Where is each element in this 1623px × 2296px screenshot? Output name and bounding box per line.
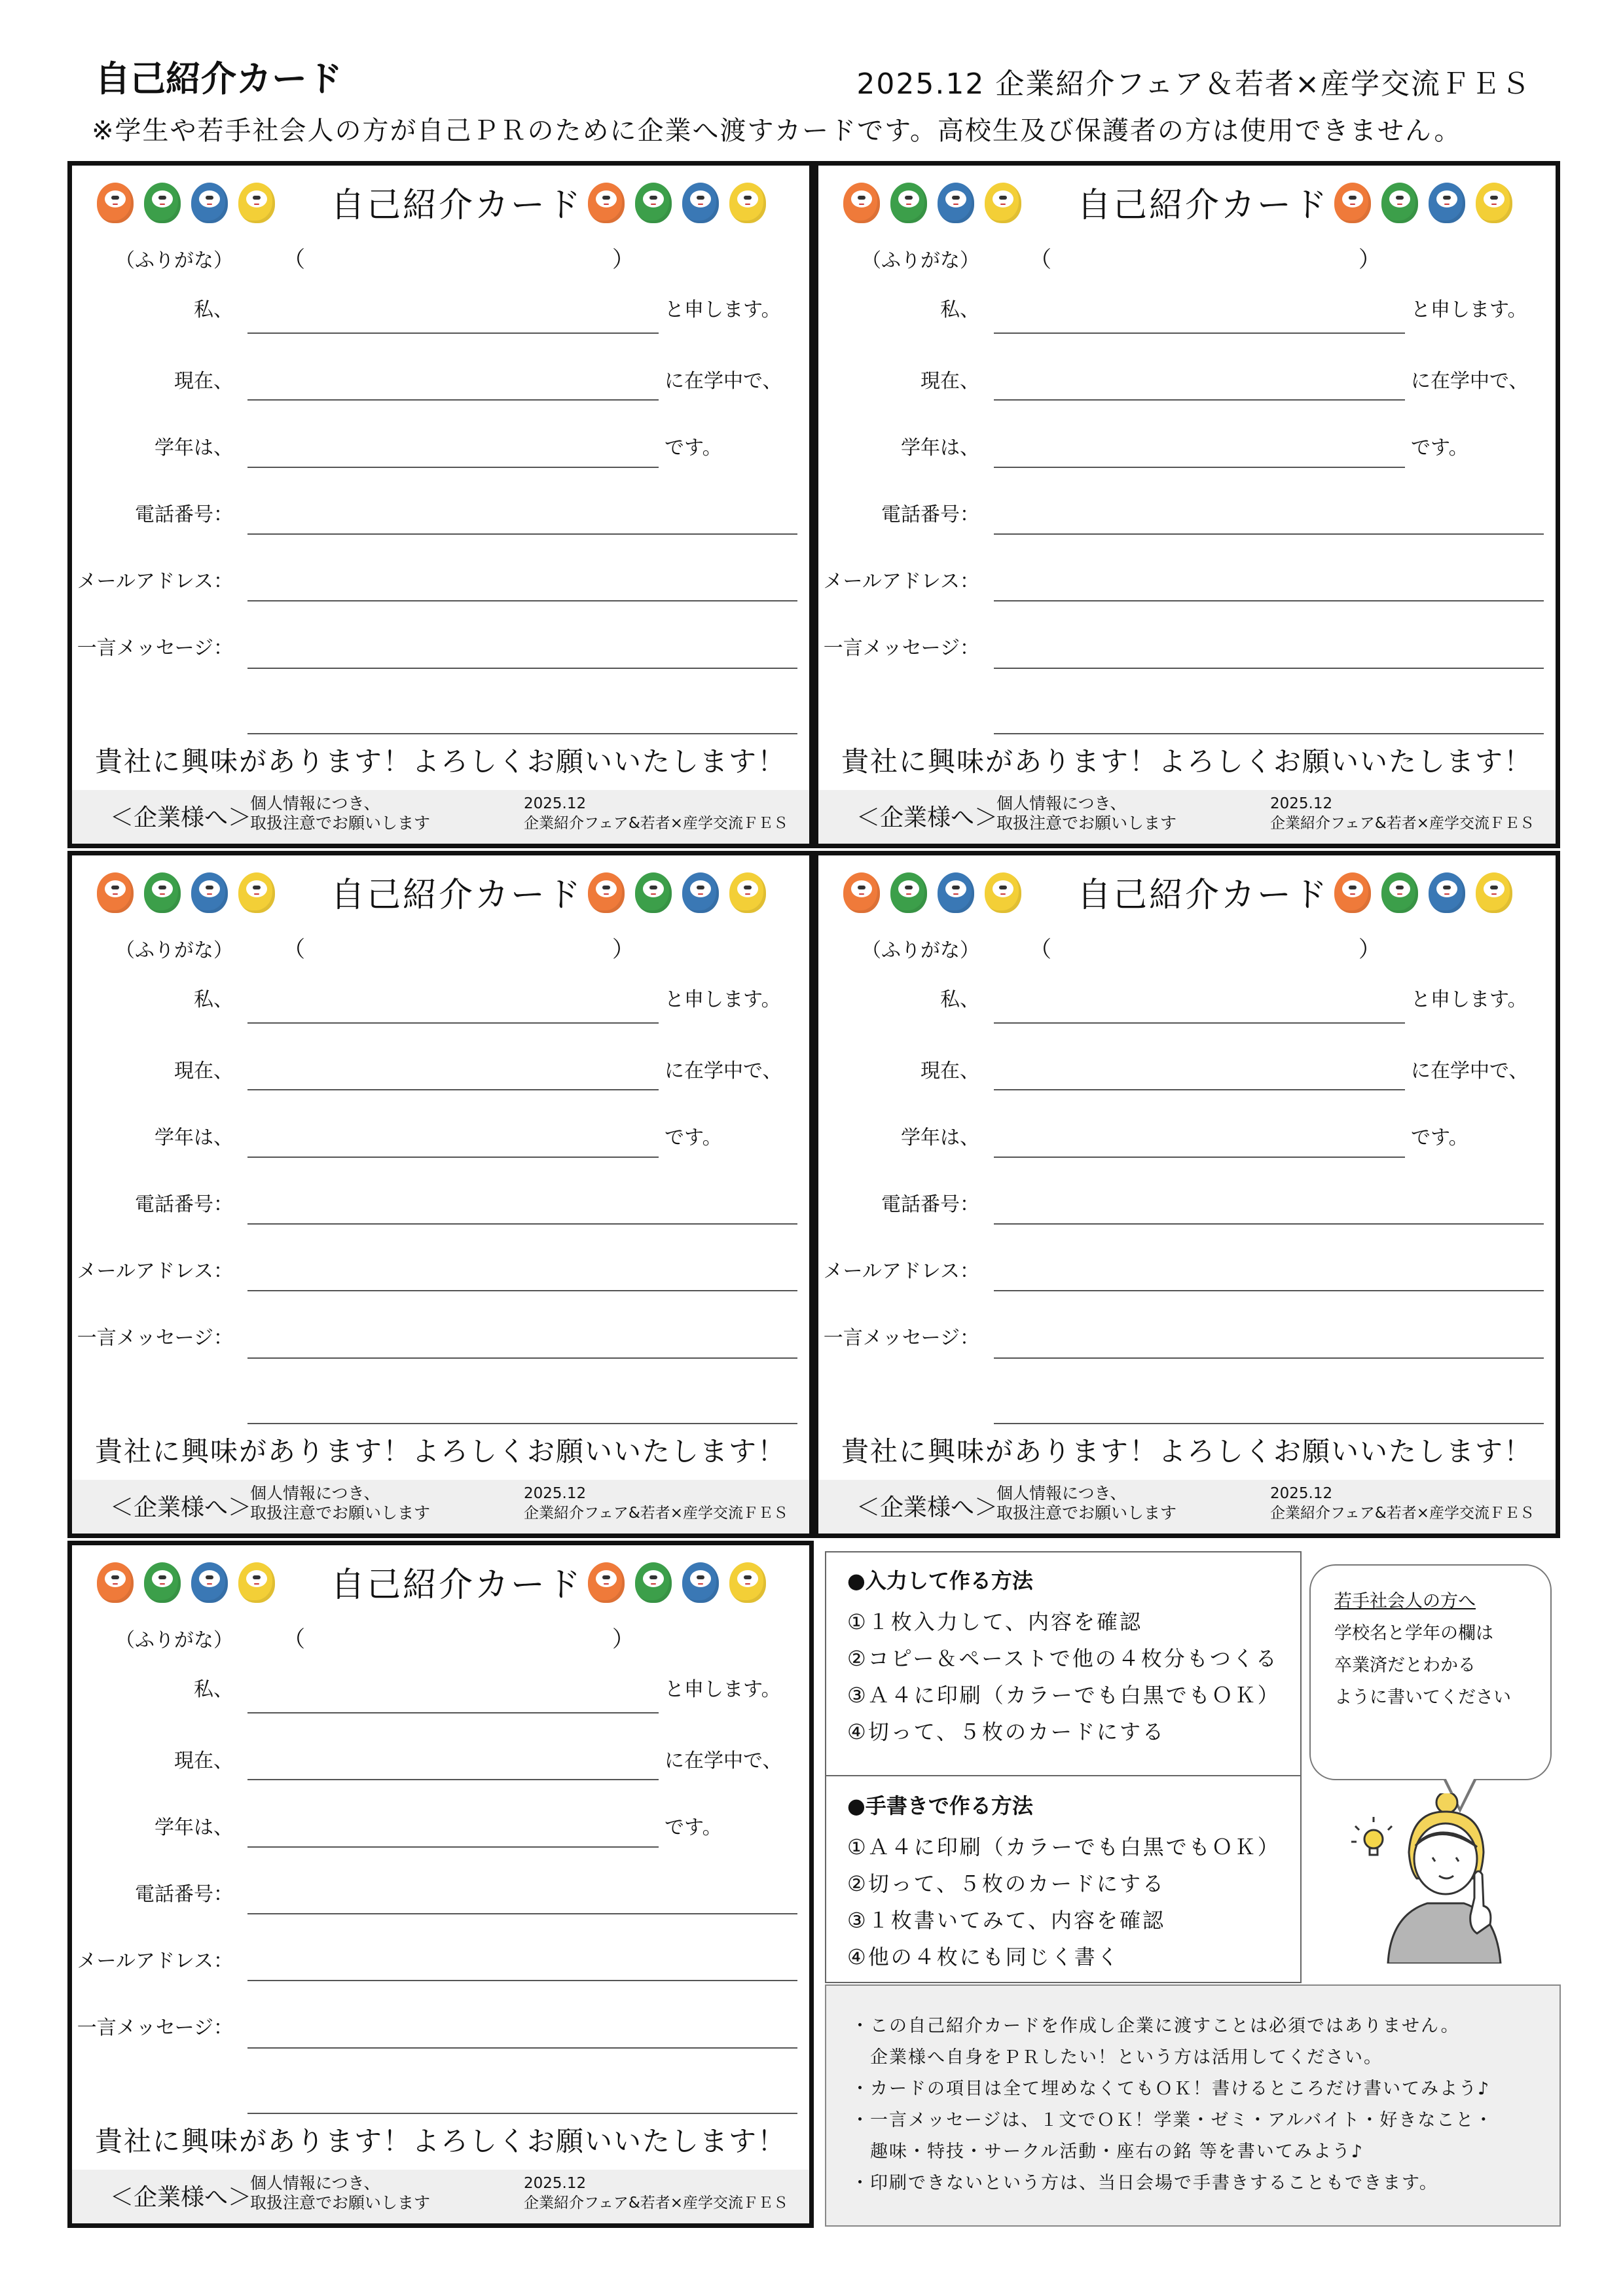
message-field-line-1[interactable] xyxy=(994,668,1544,669)
self-introduction-card xyxy=(814,851,1560,1538)
grade-label: 学年は、 xyxy=(155,437,233,459)
furigana-close-paren: ） xyxy=(612,1626,634,1653)
grade-suffix: です。 xyxy=(665,1126,722,1149)
footer-to-company: ＜企業様へ＞ xyxy=(110,1494,252,1521)
notes-box xyxy=(825,1984,1561,2227)
name-field[interactable] xyxy=(994,1022,1405,1024)
daruma-icon xyxy=(985,183,1021,223)
handwrite-step: ④他の４枚にも同じく書く xyxy=(847,1945,1120,1969)
email-label: メールアドレス： xyxy=(77,1950,233,1973)
daruma-icon xyxy=(588,872,625,913)
footer-privacy-line-2: 取扱注意でお願いします xyxy=(996,814,1177,833)
handwrite-step: ②切って、５枚のカードにする xyxy=(847,1871,1166,1896)
note-line: ・一言メッセージは、１文でＯＫ！学業・ゼミ・アルバイト・好きなこと・ xyxy=(851,2110,1494,2130)
phone-field[interactable] xyxy=(247,533,797,535)
person-illustration xyxy=(1349,1793,1506,1964)
grade-label: 学年は、 xyxy=(155,1816,233,1839)
daruma-icon xyxy=(635,1562,672,1603)
card-title: 自己紹介カード xyxy=(331,1566,583,1605)
name-field[interactable] xyxy=(247,1022,659,1024)
daruma-icon xyxy=(729,183,766,223)
phone-field[interactable] xyxy=(994,1223,1544,1225)
name-field[interactable] xyxy=(247,332,659,334)
daruma-group-right xyxy=(1334,872,1512,913)
furigana-open-paren: （ xyxy=(283,937,305,963)
grade-suffix: です。 xyxy=(665,1816,722,1839)
daruma-icon xyxy=(635,183,672,223)
daruma-icon xyxy=(843,183,880,223)
card-title: 自己紹介カード xyxy=(1077,186,1330,225)
name-label: 私、 xyxy=(194,988,233,1011)
school-suffix: に在学中で、 xyxy=(1411,370,1529,393)
message-field-line-2[interactable] xyxy=(247,2113,797,2114)
grade-suffix: です。 xyxy=(1411,437,1468,459)
input-step: ④切って、５枚のカードにする xyxy=(847,1719,1166,1744)
phone-label: 電話番号： xyxy=(135,503,233,526)
footer-privacy-line-2: 取扱注意でお願いします xyxy=(250,814,431,833)
footer-to-company: ＜企業様へ＞ xyxy=(110,804,252,831)
phone-field[interactable] xyxy=(247,1913,797,1914)
footer-privacy-line-1: 個人情報につき、 xyxy=(250,1484,380,1503)
card-footer xyxy=(72,1480,809,1534)
footer-to-company: ＜企業様へ＞ xyxy=(110,2184,252,2211)
name-label: 私、 xyxy=(940,988,979,1011)
footer-privacy-line-1: 個人情報につき、 xyxy=(250,794,380,813)
phone-field[interactable] xyxy=(247,1223,797,1225)
daruma-icon xyxy=(682,872,719,913)
message-field-line-1[interactable] xyxy=(247,2047,797,2049)
name-field[interactable] xyxy=(994,332,1405,334)
page-title: 自己紹介カード xyxy=(95,58,342,99)
daruma-icon xyxy=(1334,872,1371,913)
name-field[interactable] xyxy=(247,1712,659,1713)
furigana-open-paren: （ xyxy=(1029,937,1051,963)
self-introduction-card xyxy=(67,851,814,1538)
footer-to-company: ＜企業様へ＞ xyxy=(856,1494,998,1521)
card-footer xyxy=(72,790,809,844)
school-label: 現在、 xyxy=(921,1060,979,1083)
furigana-label: （ふりがな） xyxy=(115,939,233,962)
message-field-line-1[interactable] xyxy=(247,668,797,669)
card-footer xyxy=(72,2170,809,2223)
furigana-label: （ふりがな） xyxy=(862,249,979,272)
message-label: 一言メッセージ： xyxy=(823,1327,979,1350)
name-suffix: と申します。 xyxy=(665,1678,781,1701)
card-footer xyxy=(818,790,1556,844)
daruma-icon xyxy=(985,872,1021,913)
footer-privacy-line-2: 取扱注意でお願いします xyxy=(250,2193,431,2212)
handwrite-step: ①Ａ４に印刷（カラーでも白黒でもＯＫ） xyxy=(847,1835,1281,1859)
grade-suffix: です。 xyxy=(665,437,722,459)
grade-field[interactable] xyxy=(994,467,1405,468)
footer-privacy-note xyxy=(996,794,1176,833)
grade-label: 学年は、 xyxy=(901,437,979,459)
school-label: 現在、 xyxy=(174,1060,233,1083)
furigana-open-paren: （ xyxy=(283,1626,305,1653)
name-label: 私、 xyxy=(194,298,233,321)
daruma-icon xyxy=(1334,183,1371,223)
footer-event xyxy=(524,1484,788,1523)
school-field[interactable] xyxy=(994,399,1405,401)
footer-event xyxy=(524,794,788,833)
handwrite-method-heading: ●手書きで作る方法 xyxy=(847,1793,1033,1818)
daruma-icon xyxy=(588,183,625,223)
daruma-icon xyxy=(238,1562,275,1603)
grade-field[interactable] xyxy=(247,1846,659,1848)
daruma-icon xyxy=(890,872,927,913)
footer-event xyxy=(1270,1484,1535,1523)
daruma-group-left xyxy=(97,1562,275,1603)
footer-event-line-1: 2025.12 xyxy=(524,795,587,812)
name-suffix: と申します。 xyxy=(1411,298,1527,321)
footer-event xyxy=(1270,794,1535,833)
self-introduction-card xyxy=(67,161,814,848)
name-suffix: と申します。 xyxy=(665,988,781,1011)
footer-privacy-note xyxy=(250,1484,430,1523)
card-title: 自己紹介カード xyxy=(1077,876,1330,915)
phone-field[interactable] xyxy=(994,533,1544,535)
school-label: 現在、 xyxy=(921,370,979,393)
footer-privacy-line-2: 取扱注意でお願いします xyxy=(996,1503,1177,1522)
school-label: 現在、 xyxy=(174,370,233,393)
footer-event xyxy=(524,2174,788,2213)
message-field-line-1[interactable] xyxy=(247,1357,797,1359)
daruma-icon xyxy=(191,872,228,913)
message-field-line-1[interactable] xyxy=(994,1357,1544,1359)
card-footer xyxy=(818,1480,1556,1534)
footer-privacy-note xyxy=(996,1484,1176,1523)
daruma-icon xyxy=(938,183,974,223)
usage-note: ※学生や若手社会人の方が自己ＰＲのために企業へ渡すカードです。高校生及び保護者の方は使用できません。 xyxy=(92,116,1462,146)
daruma-icon xyxy=(1381,872,1418,913)
input-method-section xyxy=(826,1564,1300,1750)
daruma-icon xyxy=(1476,183,1512,223)
closing-message: 貴社に興味があります！よろしくお願いいたします！ xyxy=(94,2125,786,2157)
phone-label: 電話番号： xyxy=(881,503,979,526)
footer-event-line-1: 2025.12 xyxy=(524,1485,587,1502)
daruma-icon xyxy=(729,1562,766,1603)
daruma-icon xyxy=(938,872,974,913)
note-line: ・印刷できないという方は、当日会場で手書きすることもできます。 xyxy=(851,2173,1438,2193)
email-field[interactable] xyxy=(994,1290,1544,1291)
daruma-group-right xyxy=(588,183,766,223)
daruma-group-left xyxy=(97,183,275,223)
school-field[interactable] xyxy=(247,1089,659,1090)
footer-event-line-2: 企業紹介フェア&若者×産学交流ＦＥＳ xyxy=(1270,815,1535,832)
self-introduction-card xyxy=(67,1541,814,2228)
daruma-icon xyxy=(729,872,766,913)
email-field[interactable] xyxy=(247,600,797,601)
furigana-open-paren: （ xyxy=(283,247,305,273)
bubble-line: 卒業済だとわかる xyxy=(1334,1655,1476,1676)
phone-label: 電話番号： xyxy=(135,1193,233,1216)
handwrite-step: ③１枚書いてみて、内容を確認 xyxy=(847,1908,1166,1933)
email-field[interactable] xyxy=(247,1290,797,1291)
daruma-icon xyxy=(843,872,880,913)
event-name: 2025.12 企業紹介フェア＆若者×産学交流ＦＥＳ xyxy=(856,67,1531,101)
footer-privacy-note xyxy=(250,2174,430,2213)
daruma-icon xyxy=(144,872,181,913)
closing-message: 貴社に興味があります！よろしくお願いいたします！ xyxy=(841,745,1533,778)
daruma-group-right xyxy=(1334,183,1512,223)
lightbulb-icon xyxy=(1351,1817,1392,1855)
daruma-icon xyxy=(144,1562,181,1603)
input-method-heading: ●入力して作る方法 xyxy=(847,1568,1033,1593)
email-label: メールアドレス： xyxy=(77,570,233,593)
furigana-close-paren: ） xyxy=(612,937,634,963)
email-label: メールアドレス： xyxy=(77,1260,233,1283)
school-suffix: に在学中で、 xyxy=(1411,1060,1529,1083)
closing-message: 貴社に興味があります！よろしくお願いいたします！ xyxy=(94,1435,786,1467)
name-label: 私、 xyxy=(194,1678,233,1701)
furigana-label: （ふりがな） xyxy=(862,939,979,962)
daruma-group-left xyxy=(97,872,275,913)
daruma-icon xyxy=(1429,183,1465,223)
furigana-label: （ふりがな） xyxy=(115,1629,233,1652)
how-to-box xyxy=(825,1551,1302,1983)
closing-message: 貴社に興味があります！よろしくお願いいたします！ xyxy=(94,745,786,778)
message-field-line-2[interactable] xyxy=(247,733,797,734)
email-label: メールアドレス： xyxy=(823,1260,979,1283)
footer-event-line-1: 2025.12 xyxy=(1270,795,1333,812)
card-title: 自己紹介カード xyxy=(331,876,583,915)
footer-event-line-2: 企業紹介フェア&若者×産学交流ＦＥＳ xyxy=(1270,1505,1535,1522)
name-label: 私、 xyxy=(940,298,979,321)
note-line: 企業様へ自身をＰＲしたい！という方は活用してください。 xyxy=(851,2047,1383,2068)
email-field[interactable] xyxy=(994,600,1544,601)
email-field[interactable] xyxy=(247,1980,797,1981)
school-label: 現在、 xyxy=(174,1749,233,1772)
bubble-heading: 若手社会人の方へ xyxy=(1334,1591,1476,1611)
message-field-line-2[interactable] xyxy=(247,1423,797,1424)
email-label: メールアドレス： xyxy=(823,570,979,593)
furigana-open-paren: （ xyxy=(1029,247,1051,273)
self-introduction-card xyxy=(814,161,1560,848)
daruma-icon xyxy=(635,872,672,913)
footer-event-line-2: 企業紹介フェア&若者×産学交流ＦＥＳ xyxy=(524,1505,789,1522)
daruma-icon xyxy=(97,1562,134,1603)
footer-event-line-1: 2025.12 xyxy=(1270,1485,1333,1502)
footer-privacy-note xyxy=(250,794,430,833)
message-label: 一言メッセージ： xyxy=(77,637,233,660)
grade-suffix: です。 xyxy=(1411,1126,1468,1149)
handwrite-method-section xyxy=(826,1775,1300,1975)
closing-message: 貴社に興味があります！よろしくお願いいたします！ xyxy=(841,1435,1533,1467)
footer-event-line-2: 企業紹介フェア&若者×産学交流ＦＥＳ xyxy=(524,815,789,832)
input-step: ③Ａ４に印刷（カラーでも白黒でもＯＫ） xyxy=(847,1683,1281,1708)
footer-privacy-line-1: 個人情報につき、 xyxy=(996,794,1127,813)
footer-event-line-2: 企業紹介フェア&若者×産学交流ＦＥＳ xyxy=(524,2195,789,2212)
footer-privacy-line-1: 個人情報につき、 xyxy=(996,1484,1127,1503)
note-line: ・この自己紹介カードを作成し企業に渡すことは必須ではありません。 xyxy=(851,2016,1460,2036)
daruma-group-left xyxy=(843,183,1021,223)
school-suffix: に在学中で、 xyxy=(665,1749,782,1772)
furigana-close-paren: ） xyxy=(1359,937,1381,963)
input-step: ②コピー＆ペーストで他の４枚分もつくる xyxy=(847,1646,1279,1671)
daruma-group-left xyxy=(843,872,1021,913)
grade-label: 学年は、 xyxy=(901,1126,979,1149)
daruma-group-right xyxy=(588,1562,766,1603)
daruma-icon xyxy=(97,872,134,913)
message-label: 一言メッセージ： xyxy=(823,637,979,660)
school-field[interactable] xyxy=(994,1089,1405,1090)
bubble-line: ように書いてください xyxy=(1334,1687,1511,1708)
message-label: 一言メッセージ： xyxy=(77,2017,233,2039)
daruma-group-right xyxy=(588,872,766,913)
young-worker-note-bubble xyxy=(1309,1564,1552,1780)
daruma-icon xyxy=(682,183,719,223)
footer-privacy-line-2: 取扱注意でお願いします xyxy=(250,1503,431,1522)
school-field[interactable] xyxy=(247,399,659,401)
school-suffix: に在学中で、 xyxy=(665,1060,782,1083)
daruma-icon xyxy=(588,1562,625,1603)
footer-event-line-1: 2025.12 xyxy=(524,2175,587,2192)
name-suffix: と申します。 xyxy=(1411,988,1527,1011)
message-label: 一言メッセージ： xyxy=(77,1327,233,1350)
phone-label: 電話番号： xyxy=(881,1193,979,1216)
bubble-line: 学校名と学年の欄は xyxy=(1334,1623,1493,1643)
grade-field[interactable] xyxy=(247,1157,659,1158)
grade-label: 学年は、 xyxy=(155,1126,233,1149)
grade-field[interactable] xyxy=(247,467,659,468)
daruma-icon xyxy=(1429,872,1465,913)
input-step: ①１枚入力して、内容を確認 xyxy=(847,1609,1143,1634)
daruma-icon xyxy=(890,183,927,223)
name-suffix: と申します。 xyxy=(665,298,781,321)
furigana-label: （ふりがな） xyxy=(115,249,233,272)
note-line: ・カードの項目は全て埋めなくてもＯＫ！書けるところだけ書いてみよう♪ xyxy=(851,2079,1491,2099)
phone-label: 電話番号： xyxy=(135,1883,233,1906)
message-field-line-2[interactable] xyxy=(994,733,1544,734)
footer-to-company: ＜企業様へ＞ xyxy=(856,804,998,831)
furigana-close-paren: ） xyxy=(612,247,634,273)
furigana-close-paren: ） xyxy=(1359,247,1381,273)
card-title: 自己紹介カード xyxy=(331,186,583,225)
daruma-icon xyxy=(682,1562,719,1603)
daruma-icon xyxy=(1381,183,1418,223)
daruma-icon xyxy=(1476,872,1512,913)
note-line: 趣味・特技・サークル活動・座右の銘 等を書いてみよう♪ xyxy=(851,2142,1364,2162)
footer-privacy-line-1: 個人情報につき、 xyxy=(250,2174,380,2193)
grade-field[interactable] xyxy=(994,1157,1405,1158)
daruma-icon xyxy=(97,183,134,223)
daruma-icon xyxy=(238,183,275,223)
message-field-line-2[interactable] xyxy=(994,1423,1544,1424)
daruma-icon xyxy=(238,872,275,913)
daruma-icon xyxy=(144,183,181,223)
school-suffix: に在学中で、 xyxy=(665,370,782,393)
daruma-icon xyxy=(191,183,228,223)
school-field[interactable] xyxy=(247,1779,659,1780)
daruma-icon xyxy=(191,1562,228,1603)
